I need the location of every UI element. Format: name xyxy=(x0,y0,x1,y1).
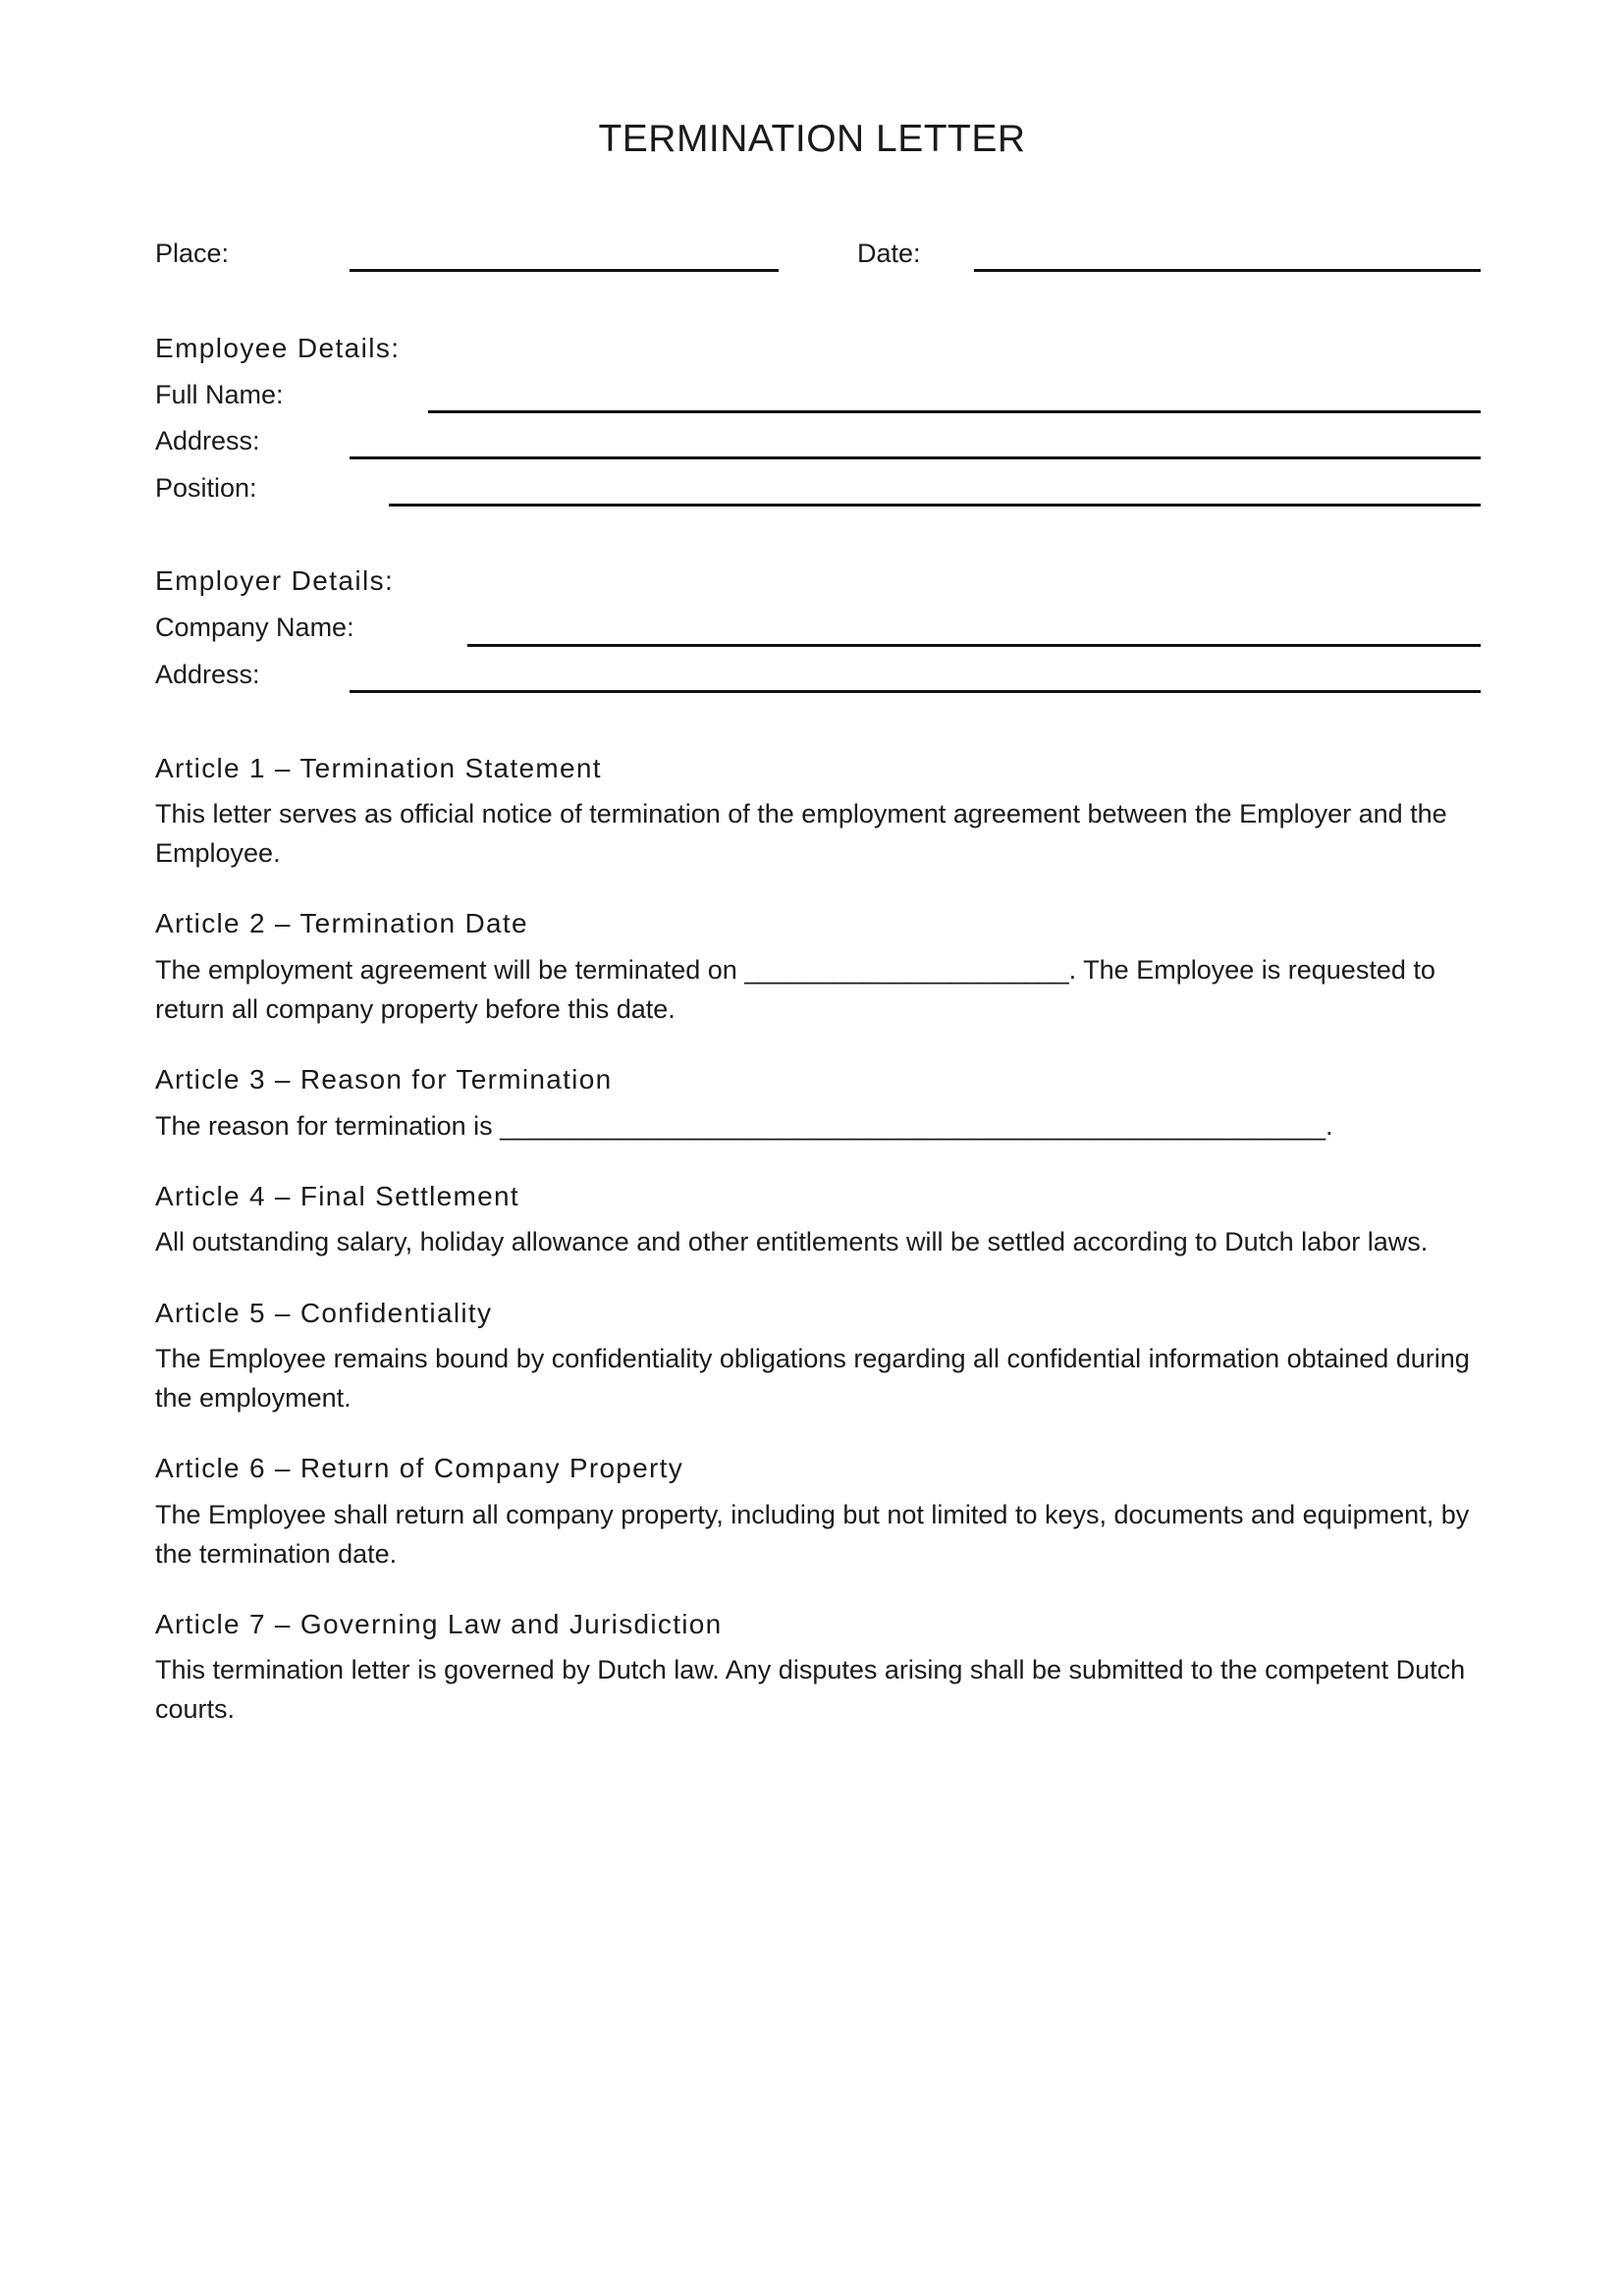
date-field-line[interactable] xyxy=(974,269,1481,272)
employer-address-line[interactable] xyxy=(350,690,1481,693)
article-4-body: All outstanding salary, holiday allowance and other entitlements will be settled according to Dutch labor laws. xyxy=(155,1227,1429,1256)
employee-details-heading: Employee Details: xyxy=(155,333,401,363)
employer-details-heading: Employer Details: xyxy=(155,565,395,596)
employee-address-label: Address: xyxy=(155,426,260,455)
article-2-body: The employment agreement will be terminated on ______________________. The Employee is requested to return all company property before this date. xyxy=(155,955,1435,1024)
employee-full-name-label: Full Name: xyxy=(155,380,284,409)
page-title: TERMINATION LETTER xyxy=(598,118,1026,160)
article-5-heading: Article 5 – Confidentiality xyxy=(155,1298,493,1328)
article-2-heading: Article 2 – Termination Date xyxy=(155,908,528,938)
article-5-body: The Employee remains bound by confidentiality obligations regarding all confidential information obtained during the employment. xyxy=(155,1344,1470,1413)
employer-company-name-label: Company Name: xyxy=(155,613,354,642)
article-1-heading: Article 1 – Termination Statement xyxy=(155,753,602,783)
employer-company-name-line[interactable] xyxy=(467,644,1481,647)
article-3-body: The reason for termination is ________________________________________________________. xyxy=(155,1111,1333,1141)
article-4-heading: Article 4 – Final Settlement xyxy=(155,1181,519,1211)
place-label: Place: xyxy=(155,239,230,268)
employee-address-line[interactable] xyxy=(350,456,1481,459)
article-3-heading: Article 3 – Reason for Termination xyxy=(155,1064,613,1095)
date-label: Date: xyxy=(857,239,921,268)
employee-full-name-line[interactable] xyxy=(428,410,1481,413)
article-6-body: The Employee shall return all company property, including but not limited to keys, documents and equipment, by the termination date. xyxy=(155,1500,1470,1569)
employee-position-line[interactable] xyxy=(389,504,1481,507)
article-1-body: This letter serves as official notice of termination of the employment agreement between the Employer and the Employee. xyxy=(155,799,1447,868)
article-6-heading: Article 6 – Return of Company Property xyxy=(155,1453,684,1483)
place-field-line[interactable] xyxy=(350,269,779,272)
article-7-heading: Article 7 – Governing Law and Jurisdiction xyxy=(155,1609,723,1639)
employee-position-label: Position: xyxy=(155,473,257,503)
article-7-body: This termination letter is governed by Dutch law. Any disputes arising shall be submitted to the competent Dutch courts. xyxy=(155,1655,1466,1724)
employer-address-label: Address: xyxy=(155,660,260,689)
